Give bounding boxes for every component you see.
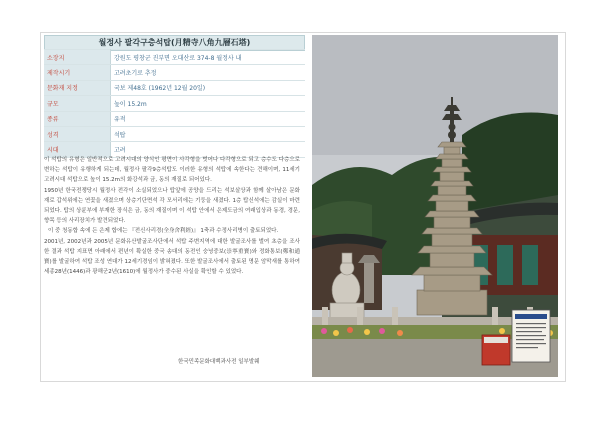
paragraph: 이 석탑의 유형은 일반적으로 고려시대의 양식인 평면이 사각형을 벗어나 다각형으로 되고 층수도 다층으로 변하는 석탑이 유행하게 되는데, 월정사 팔각9층석탑도 이러한 유형의 석탑에 속한다는 견해이며, 11세기 고려시대 석탑으로 높이 15.2m의 화강석과 금, 동의 재질로 되어있다.: [44, 157, 300, 184]
info-value: 국보 제48호 (1962년 12월 20일): [111, 80, 306, 95]
info-value: 강원도 평창군 진부면 오대산로 374-8 월정사 내: [111, 50, 306, 65]
info-value: 높이 15.2m: [111, 96, 306, 111]
description-text: [44, 155, 300, 277]
info-row: [44, 96, 305, 111]
info-key: 소장지: [44, 50, 111, 65]
paragraph: 2001년, 2002년과 2005년 문화유산발굴조사단에서 석탑 주변지역에 대한 발굴조사를 벌여 초층을 조사한 결과 석탑 지표면 아래에서 편년이 확실한 중국 송대의 동전인 숭녕중보(崇寧重寶)와 정화통보(鄭和通寶)를 발굴하여 석탑 조성 연대가 12세기경임이 밝혀졌다. 또한 발굴조사에서 출토된 명문 암막새를 통하여 세종28년(1446)과 광해군2년(1610)에 월정사가 중수된 사실을 확인할 수 있었다.: [44, 238, 300, 276]
info-table: [44, 49, 305, 158]
pagoda-photo: [312, 35, 558, 377]
info-value: 고려초기로 추정: [111, 65, 306, 80]
info-row: [44, 65, 305, 80]
page-title: 월정사 팔각구층석탑(月精寺八角九層石塔): [44, 35, 305, 51]
info-key: 문화재 지정: [44, 80, 111, 95]
info-value: 석탑: [111, 126, 306, 141]
info-key: 제작시기: [44, 65, 111, 80]
info-row: [44, 50, 305, 65]
info-row: [44, 111, 305, 126]
info-key: 종류: [44, 111, 111, 126]
info-key: 규모: [44, 96, 111, 111]
paragraph: 1950년 한국전쟁당시 월정사 전각이 소실되었으나 탑앞에 공양을 드리는 석보살상과 함께 살아남은 문화재로 갑석위에는 연꽃을 새겼으며 상층기단면석 각 모서리에는 기둥을 새겼다. 1층 탑신석에는 감실이 마련되었다. 탑의 상륜부에 부재한 장식은 금, 동의 재질이며 이 석탑 안에서 은제도금의 여래입상과 동경, 경문, 향목 등의 사리장치가 발견되었다.: [44, 187, 300, 225]
info-key: 성격: [44, 126, 111, 141]
paragraph: 이 중 청동합 속에 든 은제 합에는 『전신사리경(全身舍利經)』 1축과 수정사리병이 출토되었다.: [48, 228, 279, 235]
info-row: [44, 80, 305, 95]
info-value: 고려: [111, 142, 306, 157]
info-key: 시대: [44, 142, 111, 157]
info-value: 유적: [111, 111, 306, 126]
source-citation: 한국민족문화대백과사전 일부발췌: [178, 359, 260, 365]
info-row: [44, 126, 305, 141]
